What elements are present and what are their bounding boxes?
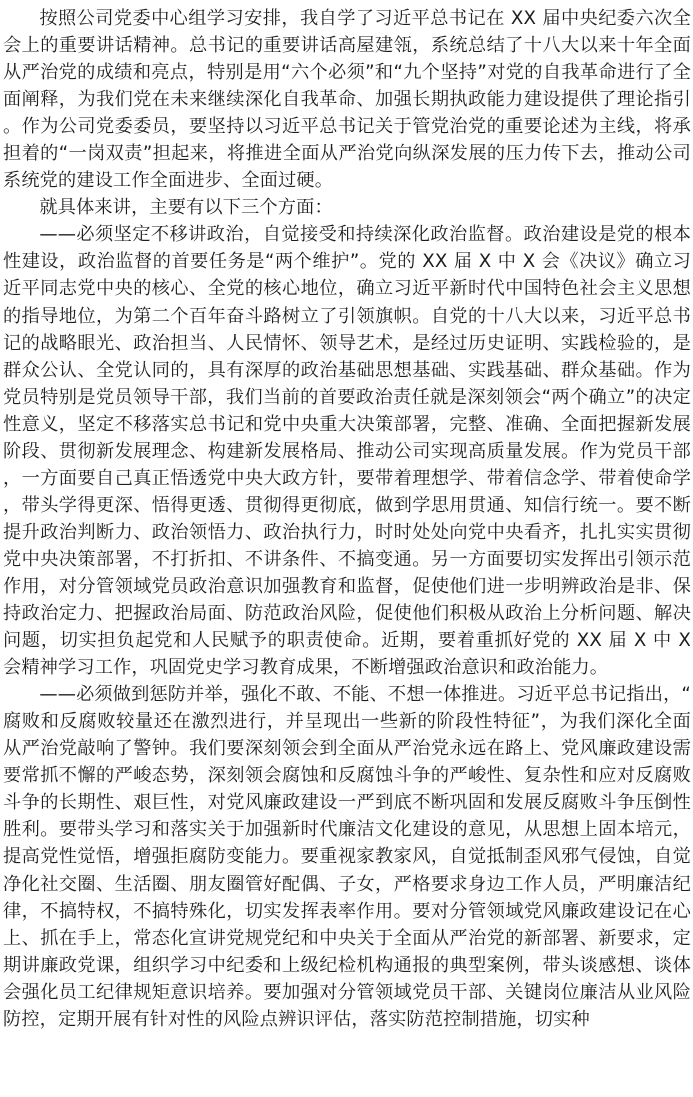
paragraph-point-politics: ——必须坚定不移讲政治，自觉接受和持续深化政治监督。政治建设是党的根本性建设，政治监督的首要任务是“两个维护”。党的 XX 届 X 中 X 会《决议》确立习近平同志党中央的核心、全党的核心地位，确立习近平新时代中国特色社会主义思想的指导地位，为第二个百年奋斗路树立了引领旗帜。自党的十八大以来，习近平总书记的战略眼光、政治担当、人民情怀、领导艺术，是经过历史证明、实践检验的，是群众公认、全党认同的，具有深厚的政治基础思想基础、实践基础、群众基础。作为党员特别是党员领导干部，我们当前的首要政治责任就是深刻领会“两个确立”的决定性意义，坚定不移落实总书记和党中央重大决策部署，完整、准确、全面把握新发展阶段、贯彻新发展理念、构建新发展格局、推动公司实现高质量发展。作为党员干部，一方面要自己真正悟透党中央大政方针，要带着理想学、带着信念学、带着使命学，带头学得更深、悟得更透、贯彻得更彻底，做到学思用贯通、知信行统一。要不断提升政治判断力、政治领悟力、政治执行力，时时处处向党中央看齐，扎扎实实贯彻党中央决策部署，不打折扣、不讲条件、不搞变通。另一方面要切实发挥出引领示范作用，对分管领域党员政治意识加强教育和监督，促使他们进一步明辨政治是非、保持政治定力、把握政治局面、防范政治风险，促使他们积极从政治上分析问题、解决问题，切实担负起党和人民赋予的职责使命。近期，要着重抓好党的 XX 届 X 中 X 会精神学习工作，巩固党史学习教育成果，不断增强政治意识和政治能力。 (3, 224, 691, 679)
paragraph-overview: 就具体来讲，主要有以下三个方面： (39, 197, 333, 219)
paragraph-intro: 按照公司党委中心组学习安排，我自学了习近平总书记在 XX 届中央纪委六次全会上的重要讲话精神。总书记的重要讲话高屋建瓴，系统总结了十八大以来十年全面从严治党的成绩和亮点，特别是用“六个必须”和“九个坚持”对党的自我革命进行了全面阐释，为我们党在未来继续深化自我革命、加强长期执政能力建设提供了理论指引。作为公司党委委员，要坚持以习近平总书记关于管党治党的重要论述为主线，将承担着的“一岗双责”担起来，将推进全面从严治党向纵深发展的压力传下去，推动公司系统党的建设工作全面进步、全面过硬。 (3, 8, 691, 192)
paragraph-point-anticorruption: ——必须做到惩防并举，强化不敢、不能、不想一体推进。习近平总书记指出，“腐败和反腐败较量还在激烈进行，并呈现出一些新的阶段性特征”，为我们深化全面从严治党敲响了警钟。我们要深刻领会到全面从严治党永远在路上、党风廉政建设需要常抓不懈的严峻态势，深刻领会腐蚀和反腐蚀斗争的严峻性、复杂性和应对反腐败斗争的长期性、艰巨性，对党风廉政建设一严到底不断巩固和发展反腐败斗争压倒性胜利。要带头学习和落实关于加强新时代廉洁文化建设的意见，从思想上固本培元，提高党性觉悟，增强拒腐防变能力。要重视家教家风，自觉抵制歪风邪气侵蚀，自觉净化社交圈、生活圈、朋友圈管好配偶、子女，严格要求身边工作人员，严明廉洁纪律，不搞特权，不搞特殊化，切实发挥表率作用。要对分管领域党风廉政建设记在心上、抓在手上，常态化宣讲党规党纪和中央关于全面从严治党的新部署、新要求，定期讲廉政党课，组织学习中纪委和上级纪检机构通报的典型案例，带头谈感想、谈体会强化员工纪律规矩意识培养。要加强对分管领域党员干部、关键岗位廉洁从业风险防控，定期开展有针对性的风险点辨识评估，落实防范控制措施，切实种 (3, 684, 691, 1030)
